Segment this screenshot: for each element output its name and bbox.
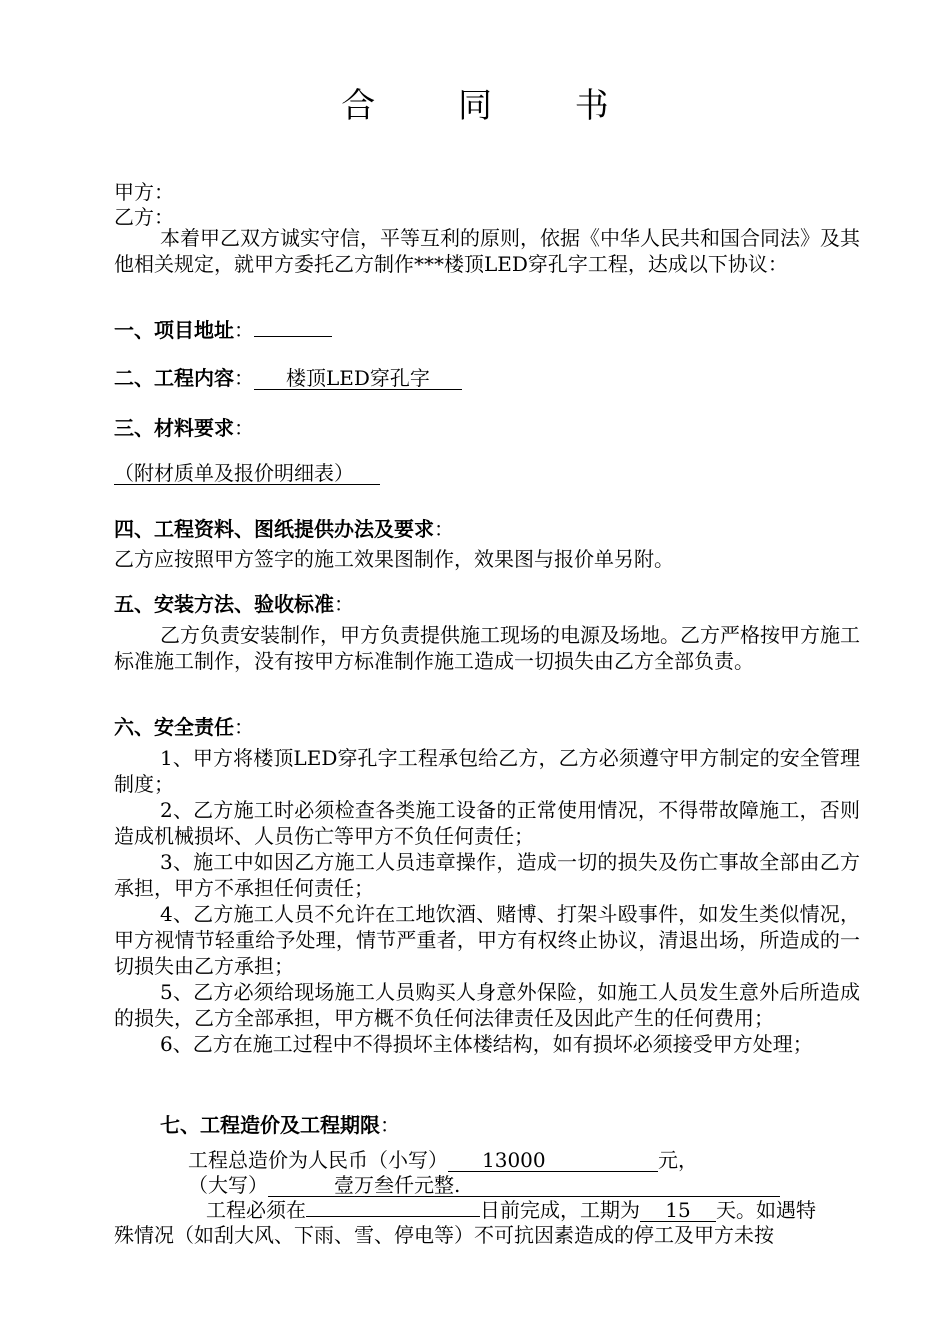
price-unit: 元， <box>658 1148 698 1172</box>
party-a-label: 甲方： <box>114 180 174 204</box>
section-5-colon: ： <box>334 592 354 616</box>
safety-item-1: 1、甲方将楼顶LED穿孔字工程承包给乙方，乙方必须遵守甲方制定的安全管理制度； <box>114 746 860 796</box>
section-3-heading <box>114 412 254 441</box>
section-5-heading <box>114 588 354 617</box>
section-4-colon: ： <box>434 517 454 541</box>
price-label: 工程总造价为人民币（小写） <box>188 1148 448 1172</box>
materials-note-line <box>114 461 380 485</box>
safety-item-3: 3、施工中如因乙方施工人员违章操作，造成一切的损失及伤亡事故全部由乙方承担，甲方不承担任何责任； <box>114 850 860 900</box>
party-b-label: 乙方： <box>114 205 174 229</box>
section-2-title: 二、工程内容 <box>114 366 234 390</box>
deadline-label: 工程必须在 <box>206 1198 306 1222</box>
price-small-value: 13000 <box>448 1149 658 1172</box>
tail-line: 殊情况（如刮大风、下雨、雪、停电等）不可抗因素造成的停工及甲方未按 <box>114 1223 774 1247</box>
project-address-blank <box>254 316 332 337</box>
price-big-value: 壹万叁仟元整. <box>268 1174 780 1197</box>
deadline-date-blank <box>306 1195 480 1217</box>
section-5-title: 五、安装方法、验收标准 <box>114 592 334 616</box>
section-3-title: 三、材料要求 <box>114 416 234 440</box>
safety-item-6: 6、乙方在施工过程中不得损坏主体楼结构，如有损坏必须接受甲方处理； <box>160 1032 813 1056</box>
deadline-mid: 日前完成，工期为 <box>480 1198 640 1222</box>
section-1-heading <box>114 314 332 343</box>
intro-paragraph: 本着甲乙双方诚实守信，平等互利的原则，依据《中华人民共和国合同法》及其他相关规定，就甲方委托乙方制作***楼顶LED穿孔字工程，达成以下协议： <box>114 226 860 276</box>
section-5-text: 乙方负责安装制作，甲方负责提供施工现场的电源及场地。乙方严格按甲方施工标准施工制作，没有按甲方标准制作施工造成一切损失由乙方全部负责。 <box>114 623 860 673</box>
section-7-title: 七、工程造价及工程期限 <box>160 1113 380 1137</box>
page-title: 合 同 书 <box>341 86 645 126</box>
days-unit: 天。如遇特 <box>716 1198 816 1222</box>
section-7-heading <box>160 1109 400 1138</box>
safety-item-2: 2、乙方施工时必须检查各类施工设备的正常使用情况，不得带故障施工，否则造成机械损坏、人员伤亡等甲方不负任何责任； <box>114 798 860 848</box>
safety-item-5: 5、乙方必须给现场施工人员购买人身意外保险，如施工人员发生意外后所造成的损失，乙方全部承担，甲方概不负任何法律责任及因此产生的任何费用； <box>114 980 860 1030</box>
materials-note: （附材质单及报价明细表） <box>114 462 380 485</box>
section-2-heading <box>114 362 462 391</box>
work-content-value: 楼顶LED穿孔字 <box>254 367 462 390</box>
section-1-colon: ： <box>234 318 254 342</box>
section-7-colon: ： <box>380 1113 400 1137</box>
safety-item-4: 4、乙方施工人员不允许在工地饮酒、赌博、打架斗殴事件，如发生类似情况，甲方视情节轻重给予处理，情节严重者，甲方有权终止协议，清退出场，所造成的一切损失由乙方承担； <box>114 902 860 978</box>
section-4-text: 乙方应按照甲方签字的施工效果图制作，效果图与报价单另附。 <box>114 547 674 571</box>
section-5-body <box>114 622 860 674</box>
section-3-colon: ： <box>234 416 254 440</box>
section-6-heading <box>114 711 254 740</box>
section-1-title: 一、项目地址 <box>114 318 234 342</box>
section-4-title: 四、工程资料、图纸提供办法及要求 <box>114 517 434 541</box>
intro-block <box>114 225 860 277</box>
section-2-colon: ： <box>234 366 254 390</box>
section-4-body <box>114 546 860 572</box>
duration-days: 15 <box>640 1199 716 1222</box>
section-4-heading <box>114 513 454 542</box>
section-6-title: 六、安全责任 <box>114 715 234 739</box>
price-big-label: （大写） <box>188 1173 268 1197</box>
section-6-colon: ： <box>234 715 254 739</box>
section-6-body <box>114 745 860 1057</box>
